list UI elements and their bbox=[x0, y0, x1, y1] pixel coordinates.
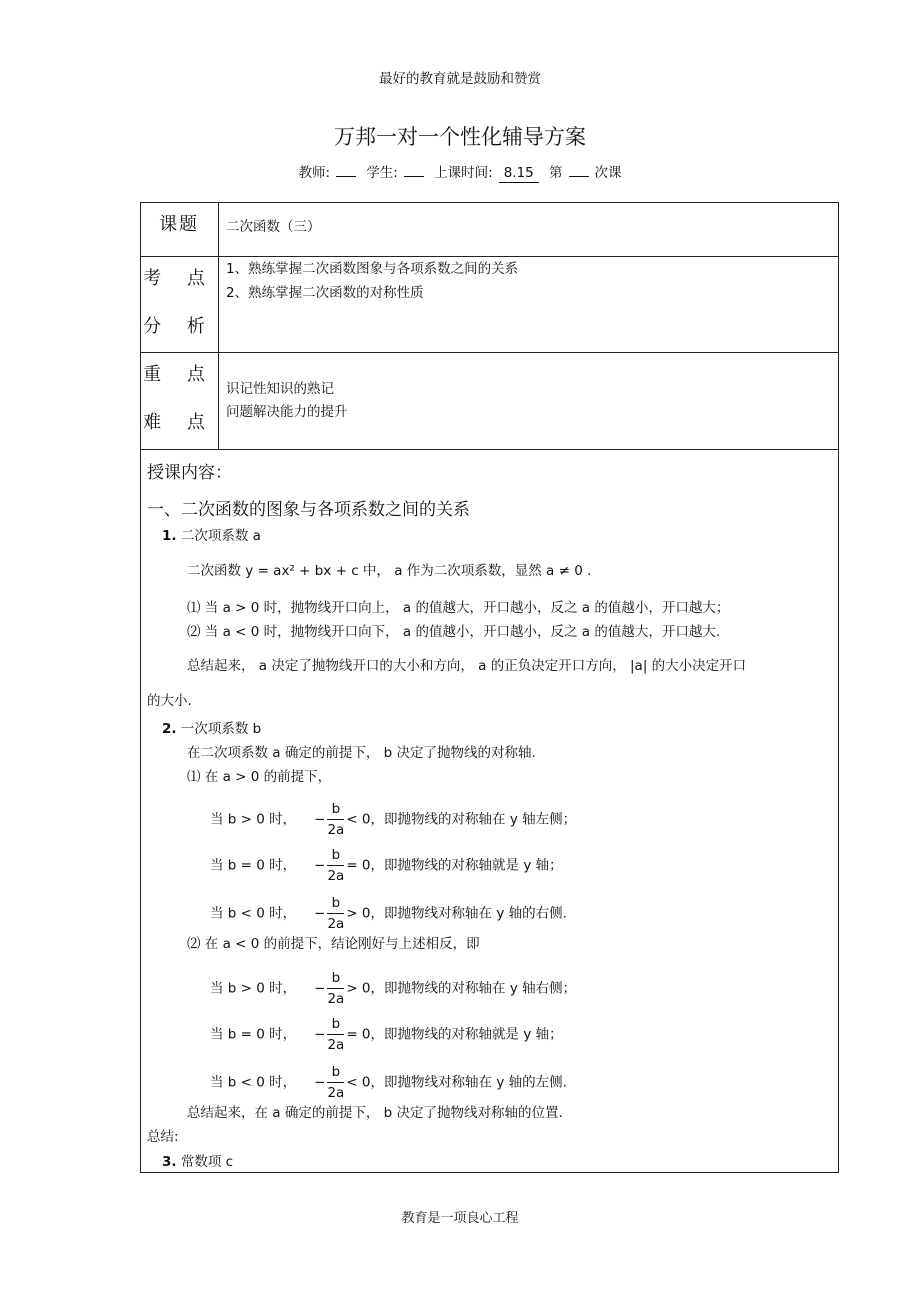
fraction bbox=[327, 799, 344, 840]
paragraph: 二次函数 y = ax² + bx + c 中， a 作为二次项系数，显然 a ≠ 0 . bbox=[187, 563, 592, 579]
fraction bbox=[327, 1014, 344, 1055]
relation: < 0 bbox=[346, 811, 371, 828]
item-number: 1. bbox=[162, 528, 177, 544]
student-field bbox=[404, 176, 424, 177]
analysis-label: 考 点 bbox=[143, 268, 215, 289]
time-label: 上课时间: bbox=[434, 165, 493, 181]
item-title: 常数项 c bbox=[180, 1154, 234, 1170]
explanation: ，即抛物线对称轴在 y 轴的右侧. bbox=[370, 905, 567, 922]
explanation: ，即抛物线的对称轴就是 y 轴； bbox=[370, 1026, 563, 1043]
condition: 当 b > 0 时， bbox=[210, 811, 297, 828]
denominator: 2a bbox=[327, 916, 345, 932]
time-field: 8.15 bbox=[499, 164, 539, 183]
condition-row: 当 b < 0 时， − $\frac{b}{2a}$ > 0，即抛物线对称轴在 y 轴的右侧. bbox=[210, 895, 567, 932]
denominator: 2a bbox=[327, 822, 345, 838]
numerator: b bbox=[327, 893, 344, 914]
numerator: b bbox=[327, 845, 344, 866]
denominator: 2a bbox=[327, 1037, 345, 1053]
condition: 当 b = 0 时， bbox=[210, 1026, 297, 1043]
paragraph: ⑵ 当 a < 0 时，抛物线开口向下， a 的值越小，开口越小，反之 a 的值越大，开口越大. bbox=[187, 624, 721, 640]
explanation: ，即抛物线的对称轴在 y 轴右侧； bbox=[370, 980, 577, 997]
key-label: 重 点 bbox=[143, 364, 215, 385]
content-heading: 授课内容： bbox=[147, 463, 232, 483]
paragraph: 在二次项系数 a 确定的前提下， b 决定了抛物线的对称轴. bbox=[187, 745, 536, 761]
item-heading bbox=[162, 527, 261, 545]
key-label: 难 点 bbox=[143, 412, 215, 433]
fraction bbox=[327, 845, 344, 886]
student-label: 学生: bbox=[366, 165, 398, 181]
section-heading: 一、二次函数的图象与各项系数之间的关系 bbox=[147, 500, 470, 520]
denominator: 2a bbox=[327, 868, 345, 884]
paragraph: ⑴ 当 a > 0 时，抛物线开口向上， a 的值越大，开口越小，反之 a 的值越小，开口越大； bbox=[187, 600, 730, 616]
relation: = 0 bbox=[346, 857, 371, 874]
item-heading bbox=[162, 720, 261, 738]
conclusion-label: 总结: bbox=[147, 1129, 179, 1145]
page-title: 万邦一对一个性化辅导方案 bbox=[334, 125, 586, 149]
numerator: b bbox=[327, 968, 344, 989]
divider bbox=[140, 352, 839, 353]
analysis-label: 分 析 bbox=[143, 316, 215, 337]
page-footer: 教育是一项良心工程 bbox=[401, 1211, 519, 1226]
paragraph: ⑵ 在 a < 0 的前提下，结论刚好与上述相反，即 bbox=[187, 936, 480, 952]
paragraph: 总结起来，在 a 确定的前提下， b 决定了抛物线对称轴的位置. bbox=[187, 1105, 563, 1121]
topic-label: 课题 bbox=[159, 214, 199, 235]
analysis-item: 1、熟练掌握二次函数图象与各项系数之间的关系 bbox=[226, 261, 519, 277]
nth-label: 第 bbox=[549, 165, 563, 181]
analysis-item: 2、熟练掌握二次函数的对称性质 bbox=[226, 285, 424, 301]
header-motto: 最好的教育就是鼓励和赞赏 bbox=[379, 71, 541, 87]
paragraph: 总结起来， a 决定了抛物线开口的大小和方向， a 的正负决定开口方向， |a| 的大小决定开口 bbox=[187, 658, 747, 674]
numerator: b bbox=[327, 799, 344, 820]
denominator: 2a bbox=[327, 991, 345, 1007]
condition-row: 当 b < 0 时， − $\frac{b}{2a}$ < 0，即抛物线对称轴在 y 轴的左侧. bbox=[210, 1064, 567, 1101]
item-number: 3. bbox=[162, 1154, 177, 1170]
key-item: 问题解决能力的提升 bbox=[226, 404, 348, 420]
numerator: b bbox=[327, 1062, 344, 1083]
lesson-info bbox=[0, 164, 920, 183]
divider bbox=[140, 256, 839, 257]
relation: > 0 bbox=[346, 980, 371, 997]
item-title: 一次项系数 b bbox=[180, 721, 262, 737]
condition-row: 当 b > 0 时， − $\frac{b}{2a}$ > 0，即抛物线的对称轴在 y 轴右侧； bbox=[210, 970, 577, 1007]
fraction bbox=[327, 968, 344, 1009]
fraction bbox=[327, 1062, 344, 1103]
condition: 当 b > 0 时， bbox=[210, 980, 297, 997]
relation: > 0 bbox=[346, 905, 371, 922]
topic-value: 二次函数（三） bbox=[226, 219, 321, 235]
nth-field bbox=[569, 176, 589, 177]
fraction bbox=[327, 893, 344, 934]
condition: 当 b = 0 时， bbox=[210, 857, 297, 874]
teacher-field bbox=[336, 176, 356, 177]
teacher-label: 教师: bbox=[298, 165, 331, 181]
condition-row: 当 b = 0 时， − $\frac{b}{2a}$ = 0，即抛物线的对称轴就是 y 轴； bbox=[210, 1016, 563, 1053]
numerator: b bbox=[327, 1014, 344, 1035]
relation: < 0 bbox=[346, 1074, 371, 1091]
lesson-label: 次课 bbox=[594, 165, 622, 181]
condition: 当 b < 0 时， bbox=[210, 1074, 297, 1091]
item-heading bbox=[162, 1153, 233, 1171]
paragraph: ⑴ 在 a > 0 的前提下， bbox=[187, 769, 332, 785]
divider bbox=[140, 449, 839, 450]
condition: 当 b < 0 时， bbox=[210, 905, 297, 922]
paragraph: 的大小. bbox=[147, 693, 192, 709]
explanation: ，即抛物线的对称轴就是 y 轴； bbox=[370, 857, 563, 874]
divider bbox=[218, 202, 219, 449]
condition-row: 当 b > 0 时， − $\frac{b}{2a}$ < 0，即抛物线的对称轴在 y 轴左侧； bbox=[210, 801, 577, 838]
condition-row: 当 b = 0 时， − $\frac{b}{2a}$ = 0，即抛物线的对称轴就是 y 轴； bbox=[210, 847, 563, 884]
key-item: 识记性知识的熟记 bbox=[226, 381, 334, 397]
relation: = 0 bbox=[346, 1026, 371, 1043]
item-number: 2. bbox=[162, 721, 177, 737]
explanation: ，即抛物线对称轴在 y 轴的左侧. bbox=[370, 1074, 567, 1091]
explanation: ，即抛物线的对称轴在 y 轴左侧； bbox=[370, 811, 577, 828]
item-title: 二次项系数 a bbox=[180, 528, 261, 544]
denominator: 2a bbox=[327, 1085, 345, 1101]
